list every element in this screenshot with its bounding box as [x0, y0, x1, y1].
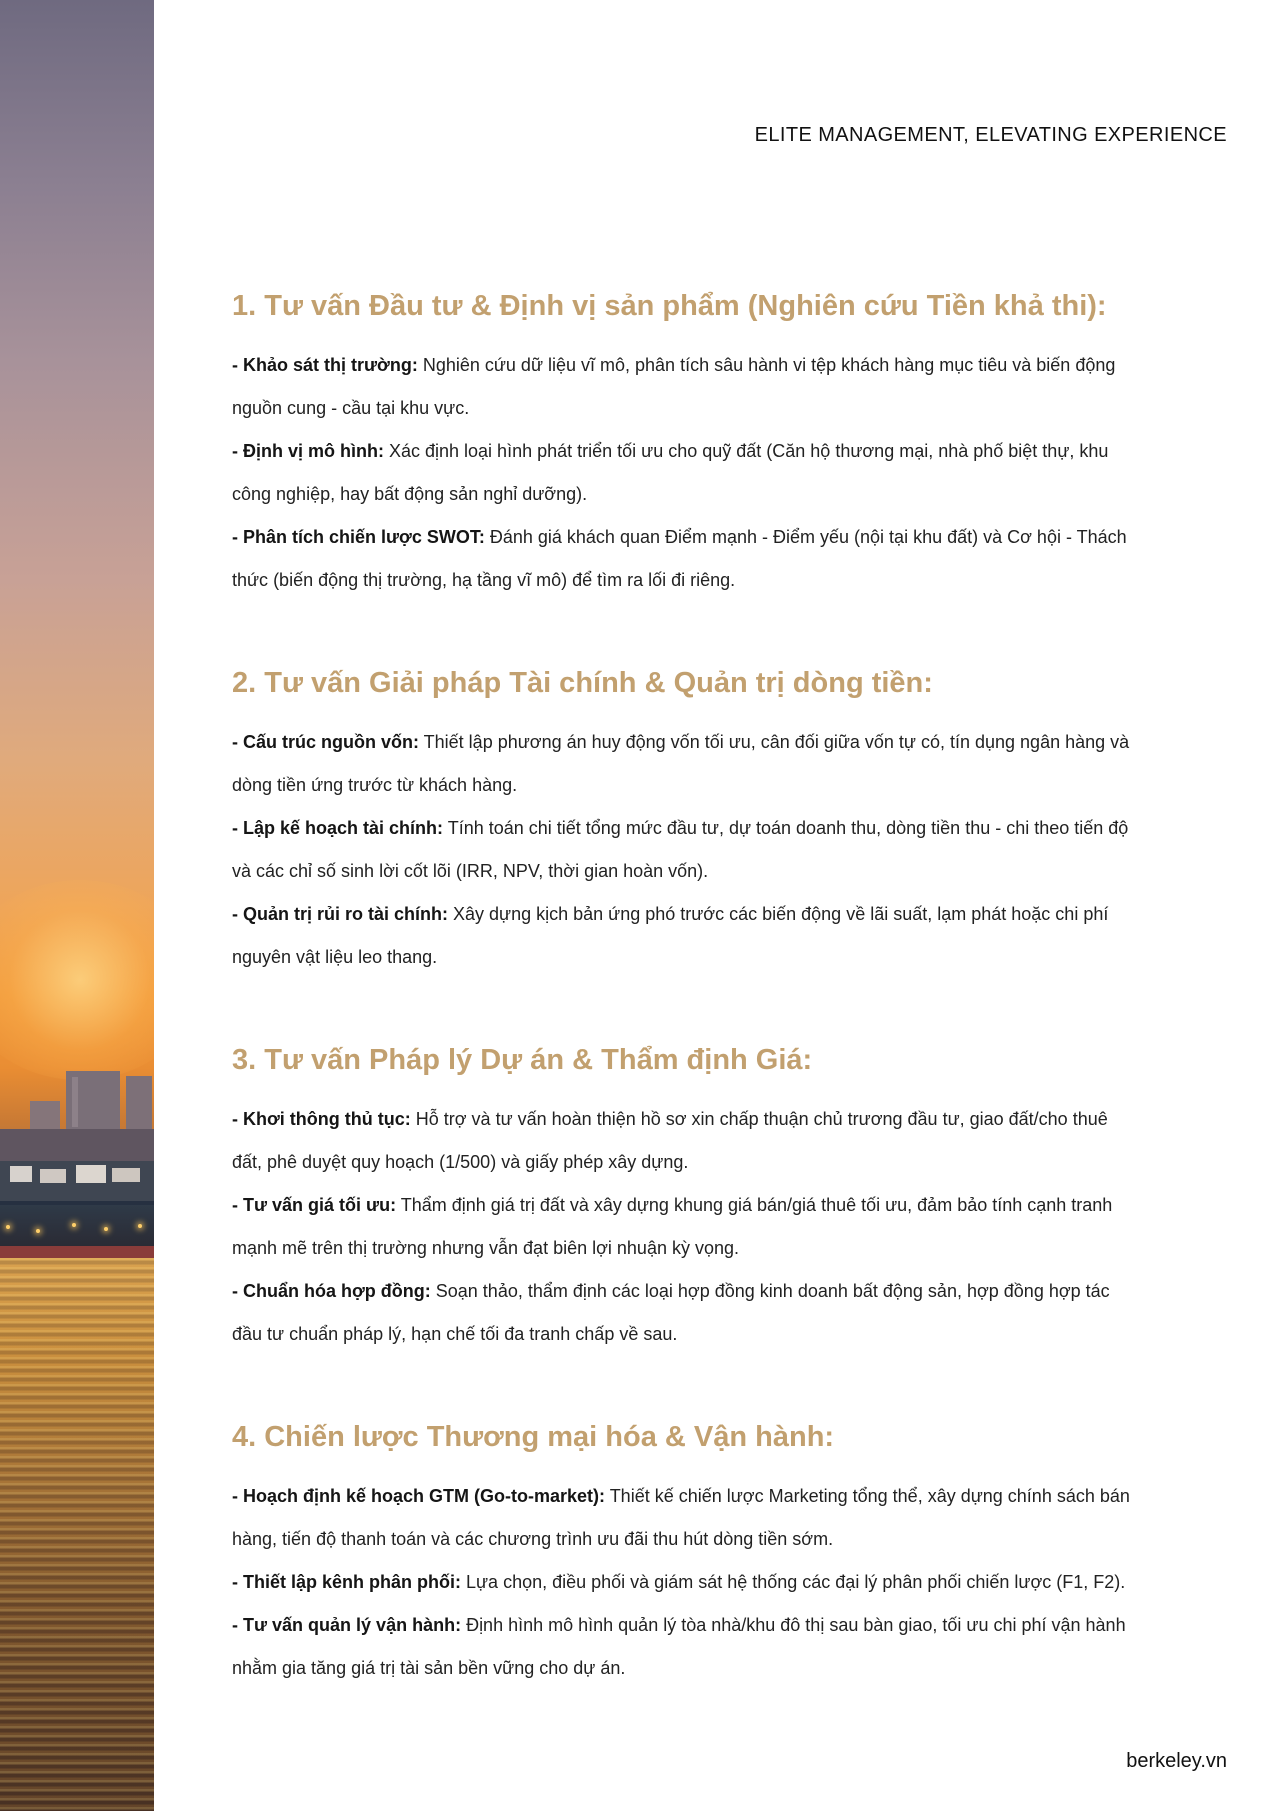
list-item	[232, 1561, 1132, 1604]
item-text: Định hình mô hình quản lý tòa nhà/khu đô thị sau bàn giao, tối ưu chi phí vận hành nhằm gia tăng giá trị tài sản bền vững cho dự án.	[232, 1615, 1126, 1678]
item-lead: - Lập kế hoạch tài chính:	[232, 818, 444, 838]
sunset-river-photo	[0, 0, 154, 1811]
footer-website: berkeley.vn	[1126, 1750, 1227, 1772]
item-lead: - Định vị mô hình:	[232, 441, 384, 461]
item-lead: - Thiết lập kênh phân phối:	[232, 1572, 461, 1592]
main-content	[232, 280, 1132, 1690]
list-item	[232, 1098, 1132, 1184]
section-title: 4. Chiến lược Thương mại hóa & Vận hành:	[232, 1421, 835, 1453]
list-item	[232, 721, 1132, 807]
header-tagline: ELITE MANAGEMENT, ELEVATING EXPERIENCE	[754, 124, 1227, 146]
item-text: Tính toán chi tiết tổng mức đầu tư, dự toán doanh thu, dòng tiền thu - chi theo tiến độ và các chỉ số sinh lời cốt lõi (IRR, NPV, thời gian hoàn vốn).	[232, 818, 1129, 881]
item-lead: - Quản trị rủi ro tài chính:	[232, 904, 448, 924]
item-text: Xác định loại hình phát triển tối ưu cho quỹ đất (Căn hộ thương mại, nhà phố biệt thự, khu công nghiệp, hay bất động sản nghỉ dưỡng).	[232, 441, 1109, 504]
list-item	[232, 893, 1132, 979]
list-item	[232, 1604, 1132, 1690]
item-text: Thiết kế chiến lược Marketing tổng thể, xây dựng chính sách bán hàng, tiến độ thanh toán và các chương trình ưu đãi thu hút dòng tiền sớm.	[232, 1486, 1130, 1549]
list-item	[232, 344, 1132, 430]
item-lead: - Khơi thông thủ tục:	[232, 1109, 411, 1129]
item-lead: - Khảo sát thị trường:	[232, 355, 418, 375]
list-item	[232, 1475, 1132, 1561]
item-text: Thẩm định giá trị đất và xây dựng khung giá bán/giá thuê tối ưu, đảm bảo tính cạnh tranh mạnh mẽ trên thị trường nhưng vẫn đạt biên lợi nhuận kỳ vọng.	[232, 1195, 1113, 1258]
item-lead: - Tư vấn giá tối ưu:	[232, 1195, 397, 1215]
section-commercialization-strategy	[232, 1411, 1132, 1690]
section-finance-consulting	[232, 657, 1132, 979]
section-legal-consulting	[232, 1034, 1132, 1356]
list-item	[232, 516, 1132, 602]
item-lead: - Hoạch định kế hoạch GTM (Go-to-market):	[232, 1486, 606, 1506]
item-text: Hỗ trợ và tư vấn hoàn thiện hồ sơ xin chấp thuận chủ trương đầu tư, giao đất/cho thuê đất, phê duyệt quy hoạch (1/500) và giấy phép xây dựng.	[232, 1109, 1108, 1172]
section-title: 2. Tư vấn Giải pháp Tài chính & Quản trị dòng tiền:	[232, 667, 933, 699]
section-title: 1. Tư vấn Đầu tư & Định vị sản phẩm (Nghiên cứu Tiền khả thi):	[232, 290, 1107, 322]
item-text: Soạn thảo, thẩm định các loại hợp đồng kinh doanh bất động sản, hợp đồng hợp tác đầu tư chuẩn pháp lý, hạn chế tối đa tranh chấp về sau.	[232, 1281, 1110, 1344]
list-item	[232, 430, 1132, 516]
river-water	[0, 1258, 154, 1811]
item-text: Nghiên cứu dữ liệu vĩ mô, phân tích sâu hành vi tệp khách hàng mục tiêu và biến động nguồn cung - cầu tại khu vực.	[232, 355, 1116, 418]
item-lead: - Chuẩn hóa hợp đồng:	[232, 1281, 431, 1301]
item-text: Đánh giá khách quan Điểm mạnh - Điểm yếu (nội tại khu đất) và Cơ hội - Thách thức (biến động thị trường, hạ tầng vĩ mô) để tìm ra lối đi riêng.	[232, 527, 1127, 590]
section-title: 3. Tư vấn Pháp lý Dự án & Thẩm định Giá:	[232, 1044, 813, 1076]
section-investment-consulting	[232, 280, 1132, 602]
shoreline-lights	[0, 1205, 154, 1249]
item-lead: - Cấu trúc nguồn vốn:	[232, 732, 419, 752]
list-item	[232, 1270, 1132, 1356]
item-text: Lựa chọn, điều phối và giám sát hệ thống các đại lý phân phối chiến lược (F1, F2).	[461, 1572, 1126, 1592]
item-lead: - Phân tích chiến lược SWOT:	[232, 527, 485, 547]
list-item	[232, 807, 1132, 893]
item-text: Thiết lập phương án huy động vốn tối ưu, cân đối giữa vốn tự có, tín dụng ngân hàng và dòng tiền ứng trước từ khách hàng.	[232, 732, 1130, 795]
item-lead: - Tư vấn quản lý vận hành:	[232, 1615, 462, 1635]
list-item	[232, 1184, 1132, 1270]
item-text: Xây dựng kịch bản ứng phó trước các biến động về lãi suất, lạm phát hoặc chi phí nguyên vật liệu leo thang.	[232, 904, 1109, 967]
